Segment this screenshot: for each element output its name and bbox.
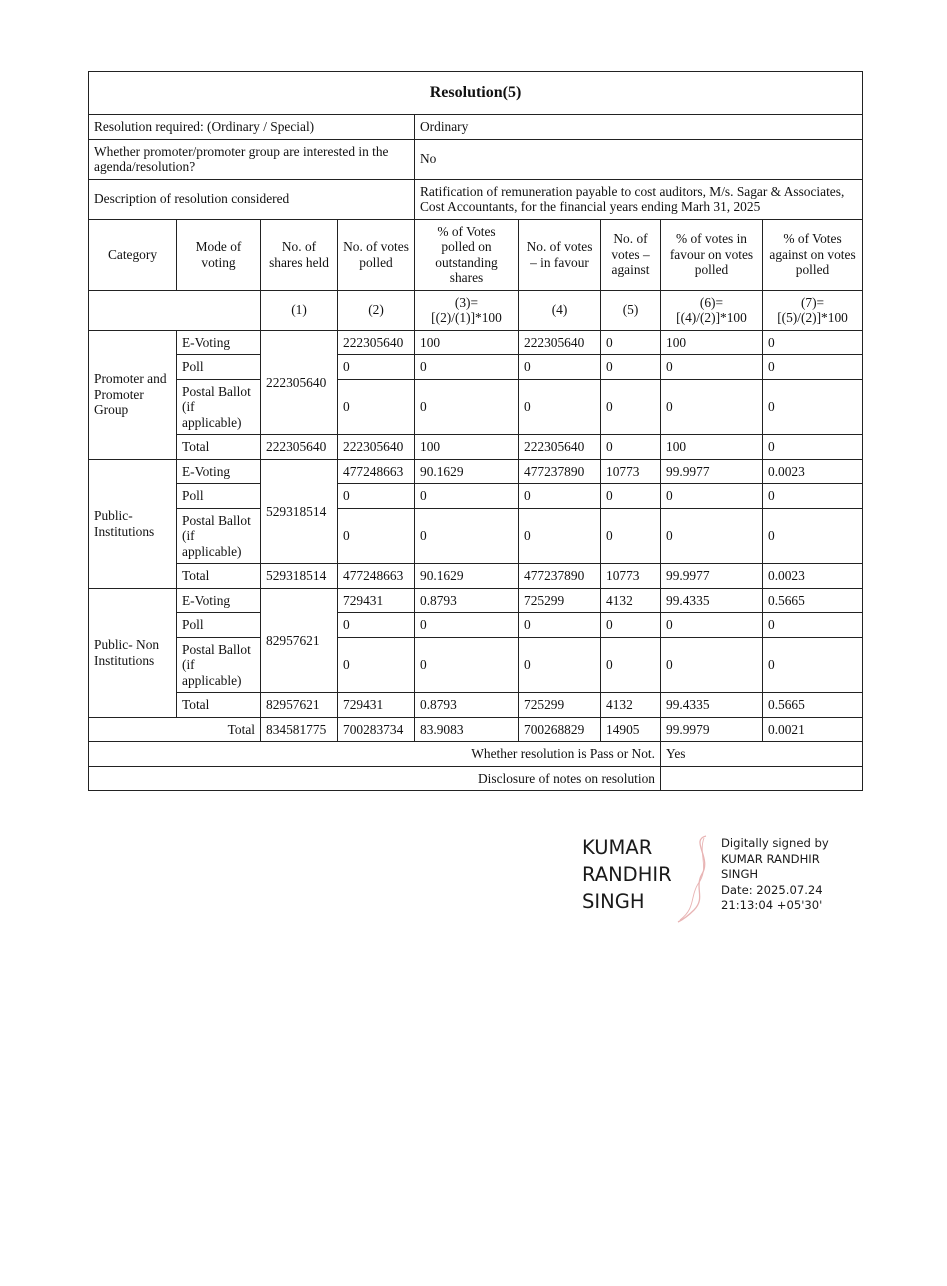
votes-against-cell: 10773 — [601, 459, 661, 484]
pct-against-cell: 0.0021 — [763, 717, 863, 742]
formula-3: (3)= [(2)/(1)]*100 — [415, 290, 519, 330]
pct-against-cell: 0.0023 — [763, 459, 863, 484]
pct-outstanding-cell: 0 — [415, 637, 519, 693]
signature-date-line: Date: 2025.07.24 — [721, 882, 823, 897]
votes-favour-cell: 477237890 — [519, 459, 601, 484]
formula-4: (4) — [519, 290, 601, 330]
votes-against-cell: 0 — [601, 613, 661, 638]
pct-against-cell: 0 — [763, 508, 863, 564]
header-pct-favour: % of votes in favour on votes polled — [661, 219, 763, 290]
pct-against-cell: 0.5665 — [763, 693, 863, 718]
formula-7: (7)= [(5)/(2)]*100 — [763, 290, 863, 330]
pct-outstanding-cell: 0 — [415, 355, 519, 380]
group-total-row — [89, 693, 863, 718]
votes-favour-cell: 725299 — [519, 588, 601, 613]
table-row — [89, 484, 863, 509]
pct-favour-cell: 0 — [661, 613, 763, 638]
votes-favour-cell: 0 — [519, 355, 601, 380]
header-pct-against: % of Votes against on votes polled — [763, 219, 863, 290]
votes-favour-cell: 222305640 — [519, 330, 601, 355]
shares-held-cell: 529318514 — [261, 459, 338, 564]
formula-blank — [89, 290, 261, 330]
pct-against-cell: 0 — [763, 435, 863, 460]
votes-against-cell: 0 — [601, 435, 661, 460]
table-row — [89, 637, 863, 693]
formula-2: (2) — [338, 290, 415, 330]
signature-time-line: 21:13:04 +05'30' — [721, 898, 823, 912]
table-row — [89, 379, 863, 435]
header-pct-outstanding: % of Votes polled on outstanding shares — [415, 219, 519, 290]
formula-6: (6)= [(4)/(2)]*100 — [661, 290, 763, 330]
pct-favour-cell: 0 — [661, 508, 763, 564]
votes-polled-cell: 700283734 — [338, 717, 415, 742]
pct-outstanding-cell: 90.1629 — [415, 459, 519, 484]
table-row — [89, 330, 863, 355]
group-total-row — [89, 435, 863, 460]
signer-name-line: SINGH — [582, 890, 645, 913]
pct-against-cell: 0.5665 — [763, 588, 863, 613]
shares-held-cell: 222305640 — [261, 435, 338, 460]
pct-favour-cell: 99.9977 — [661, 564, 763, 589]
votes-against-cell: 14905 — [601, 717, 661, 742]
pct-favour-cell: 99.9979 — [661, 717, 763, 742]
category-cell: Public- Institutions — [89, 459, 177, 588]
pass-status-value: Yes — [661, 742, 863, 767]
table-row — [89, 459, 863, 484]
mode-cell: Postal Ballot (if applicable) — [177, 637, 261, 693]
mode-cell: Postal Ballot (if applicable) — [177, 508, 261, 564]
footer-row — [89, 742, 863, 767]
header-against: No. of votes – against — [601, 219, 661, 290]
resolution-document — [88, 71, 862, 791]
pct-favour-cell: 100 — [661, 330, 763, 355]
category-cell: Public- Non Institutions — [89, 588, 177, 717]
votes-favour-cell: 0 — [519, 613, 601, 638]
promoter-interest-label: Whether promoter/promoter group are interested in the agenda/resolution? — [89, 139, 415, 179]
votes-polled-cell: 0 — [338, 355, 415, 380]
formula-row — [89, 290, 863, 330]
votes-polled-cell: 477248663 — [338, 564, 415, 589]
resolution-required-label: Resolution required: (Ordinary / Special) — [89, 115, 415, 140]
category-cell: Promoter and Promoter Group — [89, 330, 177, 459]
resolution-title: Resolution(5) — [89, 72, 863, 115]
pct-favour-cell: 0 — [661, 355, 763, 380]
signature-details — [721, 836, 829, 914]
votes-favour-cell: 0 — [519, 637, 601, 693]
pct-outstanding-cell: 100 — [415, 435, 519, 460]
votes-against-cell: 0 — [601, 330, 661, 355]
pct-against-cell: 0 — [763, 330, 863, 355]
pct-against-cell: 0 — [763, 355, 863, 380]
votes-polled-cell: 0 — [338, 379, 415, 435]
resolution-required-value: Ordinary — [415, 115, 863, 140]
column-header-row — [89, 219, 863, 290]
promoter-interest-value: No — [415, 139, 863, 179]
pct-against-cell: 0 — [763, 484, 863, 509]
signature-detail-line: SINGH — [721, 867, 759, 881]
description-value: Ratification of remuneration payable to cost auditors, M/s. Sagar & Associates, Cost Accountants, for the financial years ending Marh 31, 2025 — [415, 179, 863, 219]
mode-cell: Total — [177, 564, 261, 589]
votes-polled-cell: 222305640 — [338, 435, 415, 460]
votes-polled-cell: 0 — [338, 637, 415, 693]
pct-outstanding-cell: 0 — [415, 613, 519, 638]
grand-total-label: Total — [89, 717, 261, 742]
pct-outstanding-cell: 0 — [415, 484, 519, 509]
pct-outstanding-cell: 0 — [415, 379, 519, 435]
votes-polled-cell: 729431 — [338, 693, 415, 718]
formula-5: (5) — [601, 290, 661, 330]
signer-name-line: KUMAR — [582, 836, 653, 859]
pct-outstanding-cell: 0 — [415, 508, 519, 564]
votes-favour-cell: 0 — [519, 379, 601, 435]
votes-polled-cell: 729431 — [338, 588, 415, 613]
pct-favour-cell: 0 — [661, 637, 763, 693]
shares-held-cell: 529318514 — [261, 564, 338, 589]
mode-cell: Postal Ballot (if applicable) — [177, 379, 261, 435]
pct-outstanding-cell: 100 — [415, 330, 519, 355]
disclosure-label: Disclosure of notes on resolution — [89, 766, 661, 791]
table-row — [89, 355, 863, 380]
votes-against-cell: 0 — [601, 484, 661, 509]
footer-row — [89, 766, 863, 791]
table-row — [89, 613, 863, 638]
shares-held-cell: 834581775 — [261, 717, 338, 742]
votes-against-cell: 4132 — [601, 693, 661, 718]
signature-swash-icon — [676, 834, 716, 924]
header-shares: No. of shares held — [261, 219, 338, 290]
mode-cell: Poll — [177, 355, 261, 380]
pct-against-cell: 0 — [763, 637, 863, 693]
votes-polled-cell: 222305640 — [338, 330, 415, 355]
votes-polled-cell: 0 — [338, 613, 415, 638]
header-mode: Mode of voting — [177, 219, 261, 290]
shares-held-cell: 222305640 — [261, 330, 338, 435]
votes-against-cell: 0 — [601, 637, 661, 693]
pct-against-cell: 0 — [763, 379, 863, 435]
votes-polled-cell: 477248663 — [338, 459, 415, 484]
pct-outstanding-cell: 0.8793 — [415, 588, 519, 613]
shares-held-cell: 82957621 — [261, 588, 338, 693]
pct-outstanding-cell: 90.1629 — [415, 564, 519, 589]
votes-favour-cell: 0 — [519, 484, 601, 509]
mode-cell: Poll — [177, 484, 261, 509]
mode-cell: Poll — [177, 613, 261, 638]
table-row — [89, 588, 863, 613]
group-total-row — [89, 564, 863, 589]
grand-total-row — [89, 717, 863, 742]
pct-favour-cell: 100 — [661, 435, 763, 460]
votes-against-cell: 0 — [601, 355, 661, 380]
votes-against-cell: 4132 — [601, 588, 661, 613]
table-row — [89, 508, 863, 564]
pct-outstanding-cell: 0.8793 — [415, 693, 519, 718]
mode-cell: E-Voting — [177, 588, 261, 613]
signature-detail-line: KUMAR RANDHIR — [721, 851, 820, 866]
pct-against-cell: 0.0023 — [763, 564, 863, 589]
pct-against-cell: 0 — [763, 613, 863, 638]
shares-held-cell: 82957621 — [261, 693, 338, 718]
votes-polled-cell: 0 — [338, 484, 415, 509]
signer-name-line: RANDHIR — [582, 863, 672, 886]
disclosure-value — [661, 766, 863, 791]
pct-favour-cell: 99.4335 — [661, 693, 763, 718]
votes-against-cell: 0 — [601, 508, 661, 564]
votes-favour-cell: 0 — [519, 508, 601, 564]
formula-1: (1) — [261, 290, 338, 330]
signer-name — [582, 834, 672, 915]
mode-cell: Total — [177, 693, 261, 718]
votes-favour-cell: 222305640 — [519, 435, 601, 460]
votes-against-cell: 0 — [601, 379, 661, 435]
pct-favour-cell: 0 — [661, 484, 763, 509]
pct-outstanding-cell: 83.9083 — [415, 717, 519, 742]
header-favour: No. of votes – in favour — [519, 219, 601, 290]
votes-polled-cell: 0 — [338, 508, 415, 564]
description-label: Description of resolution considered — [89, 179, 415, 219]
pct-favour-cell: 99.9977 — [661, 459, 763, 484]
votes-favour-cell: 700268829 — [519, 717, 601, 742]
votes-favour-cell: 725299 — [519, 693, 601, 718]
mode-cell: Total — [177, 435, 261, 460]
signature-detail-line: Digitally signed by — [721, 836, 829, 850]
pct-favour-cell: 99.4335 — [661, 588, 763, 613]
header-category: Category — [89, 219, 177, 290]
pass-status-label: Whether resolution is Pass or Not. — [89, 742, 661, 767]
mode-cell: E-Voting — [177, 330, 261, 355]
resolution-table — [88, 71, 863, 791]
pct-favour-cell: 0 — [661, 379, 763, 435]
digital-signature — [582, 834, 842, 924]
votes-against-cell: 10773 — [601, 564, 661, 589]
votes-favour-cell: 477237890 — [519, 564, 601, 589]
header-polled: No. of votes polled — [338, 219, 415, 290]
mode-cell: E-Voting — [177, 459, 261, 484]
